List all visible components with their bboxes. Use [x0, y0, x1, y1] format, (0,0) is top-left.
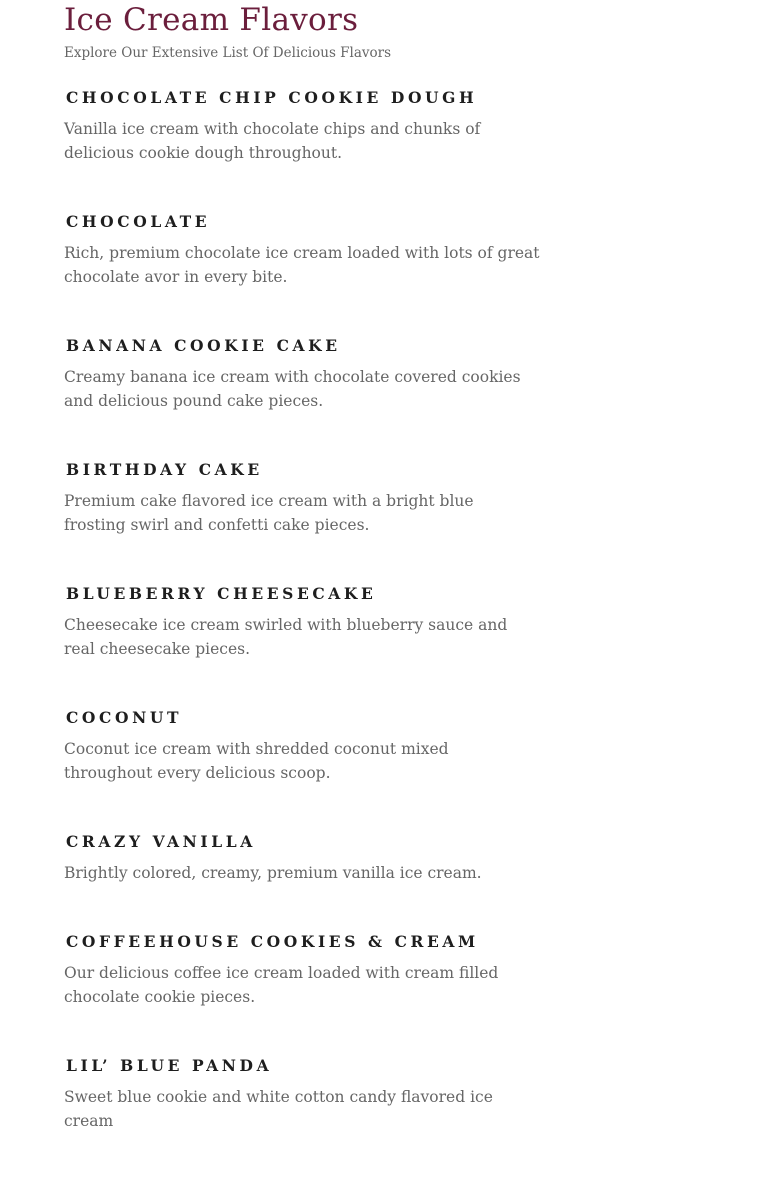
flavor-item	[64, 932, 544, 1056]
flavor-item	[64, 88, 544, 212]
flavor-name: COFFEEHOUSE COOKIES & CREAM	[66, 932, 479, 951]
flavor-name: CRAZY VANILLA	[66, 832, 256, 851]
page-subtitle: Explore Our Extensive List Of Delicious Flavors	[64, 45, 392, 61]
flavor-description: Brightly colored, creamy, premium vanilla ice cream.	[64, 864, 482, 882]
flavor-description: Rich, premium chocolate ice cream loaded with lots of great chocolate avor in every bite.	[64, 244, 540, 286]
flavor-description: Cheesecake ice cream swirled with blueberry sauce and real cheesecake pieces.	[64, 616, 508, 658]
flavor-description: Creamy banana ice cream with chocolate covered cookies and delicious pound cake pieces.	[64, 368, 521, 410]
flavor-name: CHOCOLATE CHIP COOKIE DOUGH	[66, 88, 478, 107]
flavor-item	[64, 336, 544, 460]
flavor-item	[64, 708, 544, 832]
flavor-name: BLUEBERRY CHEESECAKE	[66, 584, 377, 603]
flavor-list	[64, 88, 544, 1180]
flavor-name: COCONUT	[66, 708, 183, 727]
flavor-description: Vanilla ice cream with chocolate chips and chunks of delicious cookie dough throughout.	[64, 120, 481, 162]
flavor-item	[64, 460, 544, 584]
flavor-name: CHOCOLATE	[66, 212, 211, 231]
flavor-description: Coconut ice cream with shredded coconut mixed throughout every delicious scoop.	[64, 740, 449, 782]
flavor-item	[64, 832, 544, 932]
page-title: Ice Cream Flavors	[64, 2, 359, 38]
flavor-item	[64, 212, 544, 336]
flavor-description: Our delicious coffee ice cream loaded with cream filled chocolate cookie pieces.	[64, 964, 499, 1006]
flavors-page	[64, 0, 544, 1130]
flavor-name: BANANA COOKIE CAKE	[66, 336, 341, 355]
flavor-name: BIRTHDAY CAKE	[66, 460, 263, 479]
flavor-name: LIL’ BLUE PANDA	[66, 1056, 273, 1075]
flavor-item	[64, 584, 544, 708]
flavor-description: Sweet blue cookie and white cotton candy flavored ice cream	[64, 1088, 493, 1130]
flavor-item	[64, 1056, 544, 1180]
flavor-description: Premium cake flavored ice cream with a bright blue frosting swirl and confetti cake pieces.	[64, 492, 474, 534]
